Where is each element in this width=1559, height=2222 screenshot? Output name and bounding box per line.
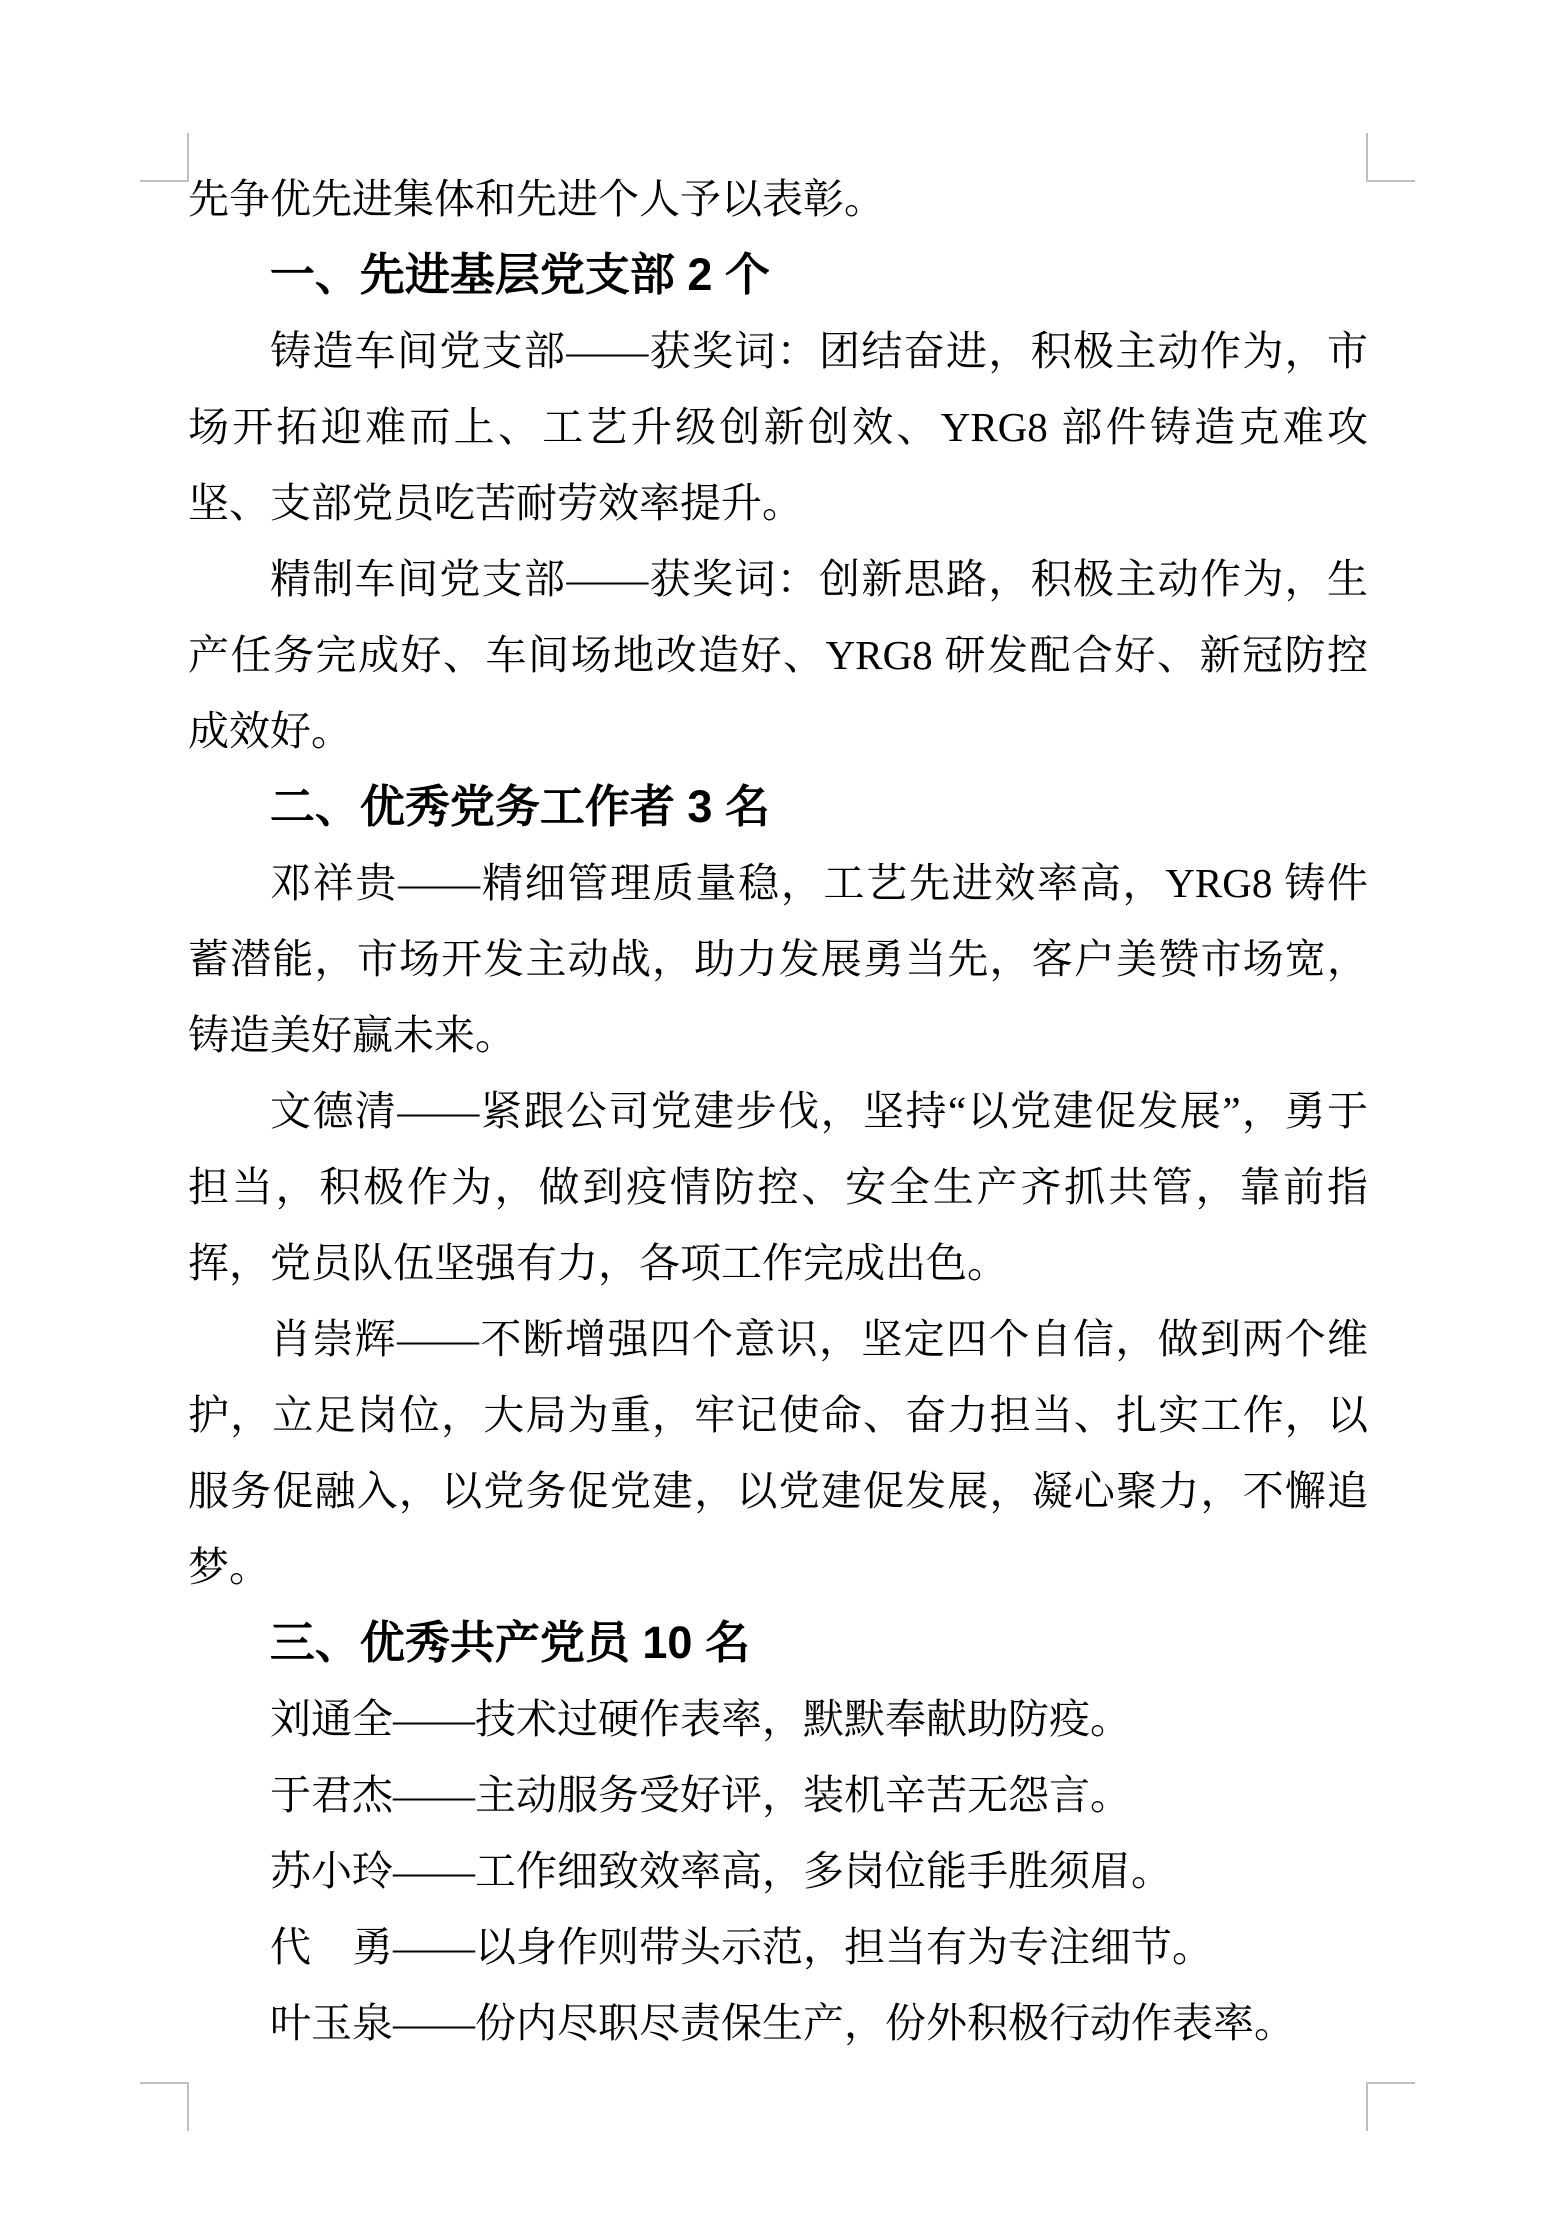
intro-paragraph: 先争优先进集体和先进个人予以表彰。 (188, 176, 885, 222)
section-3-heading: 三、优秀共产党员 10 名 (269, 1617, 750, 1668)
crop-mark-bottom-left-icon (140, 2082, 189, 2131)
section-3-paragraph-yu-junjie: 于君杰——主动服务受好评，装机辛苦无怨言。 (270, 1772, 1131, 1818)
section-3-paragraph-dai-yong: 代 勇——以身作则带头示范，担当有为专注细节。 (270, 1924, 1213, 1970)
crop-mark-bottom-right-icon (1366, 2082, 1415, 2131)
crop-mark-top-right-icon (1366, 133, 1415, 182)
section-1-heading: 一、先进基层党支部 2 个 (269, 249, 770, 300)
section-3-paragraph-ye-yuquan: 叶玉泉——份内尽职尽责保生产，份外积极行动作表率。 (270, 2000, 1295, 2046)
section-3-paragraph-su-xiaoling: 苏小玲——工作细致效率高，多岗位能手胜须眉。 (270, 1848, 1172, 1894)
document-content (188, 161, 1368, 2061)
section-3-paragraph-liu-tongquan: 刘通全——技术过硬作表率，默默奉献助防疫。 (270, 1696, 1131, 1742)
crop-mark-top-left-icon (140, 133, 189, 182)
section-2-heading: 二、优秀党务工作者 3 名 (269, 781, 770, 832)
section-1-paragraph-refining-branch: 精制车间党支部——获奖词：创新思路，积极主动作为，生产任务完成好、车间场地改造好、YRG8 研发配合好、新冠防控成效好。 (188, 556, 1368, 754)
section-2-paragraph-wen-deqing: 文德清——紧跟公司党建步伐，坚持“以党建促发展”，勇于担当，积极作为，做到疫情防控、安全生产齐抓共管，靠前指挥，党员队伍坚强有力，各项工作完成出色。 (188, 1088, 1368, 1286)
section-2-paragraph-xiao-chonghui: 肖崇辉——不断增强四个意识，坚定四个自信，做到两个维护，立足岗位，大局为重，牢记使命、奋力担当、扎实工作，以服务促融入，以党务促党建，以党建促发展，凝心聚力，不懈追梦。 (188, 1316, 1368, 1590)
section-2-paragraph-deng-xianggui: 邓祥贵——精细管理质量稳，工艺先进效率高，YRG8 铸件蓄潜能，市场开发主动战，助力发展勇当先，客户美赞市场宽，铸造美好赢未来。 (188, 860, 1368, 1058)
section-1-paragraph-casting-branch: 铸造车间党支部——获奖词：团结奋进，积极主动作为，市场开拓迎难而上、工艺升级创新创效、YRG8 部件铸造克难攻坚、支部党员吃苦耐劳效率提升。 (188, 328, 1368, 526)
